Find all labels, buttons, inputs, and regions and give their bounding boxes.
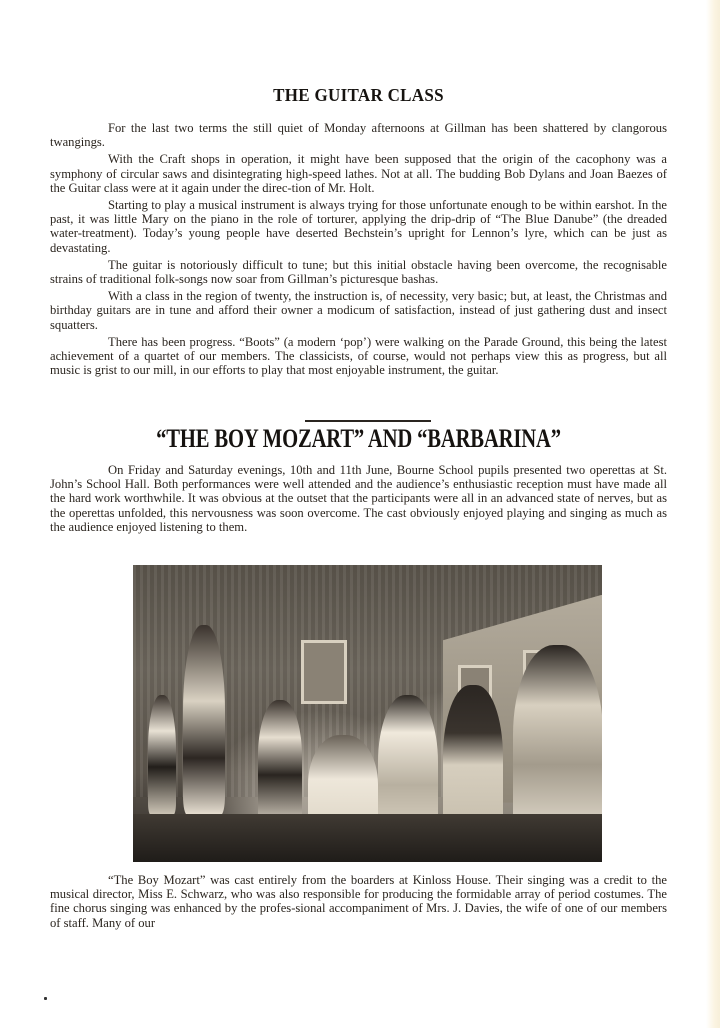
article-paragraph: For the last two terms the still quiet of Monday afternoons at Gillman has been shattered by clangorous twangings. [50, 121, 667, 150]
photo-stage-floor [133, 814, 602, 862]
operettas-article-continued [50, 873, 667, 933]
stage-photograph [133, 565, 602, 862]
operettas-article [50, 463, 667, 537]
photo-portrait-frame [301, 640, 347, 704]
guitar-class-heading: THE GUITAR CLASS [273, 85, 444, 106]
article-paragraph: Starting to play a musical instrument is always trying for those unfortunate enough to be within earshot. In the past, it was little Mary on the piano in the role of torturer, applying the drip-drip of “The Blue Danube” (the dreaded water-treatment). Today’s young people have deserted Bechstein’s upright for Lennon’s lyre, which can be just as devastating. [50, 198, 667, 255]
article-paragraph: With a class in the region of twenty, the instruction is, of necessity, very basic; but, at least, the Christmas and birthday guitars are in tune and afford their owner a modicum of satisfaction, instead of just gathering dust and insect squatters. [50, 289, 667, 332]
section-divider [305, 420, 431, 422]
operettas-heading: “THE BOY MOZART” AND “BARBARINA” [156, 424, 561, 454]
article-paragraph: With the Craft shops in operation, it might have been supposed that the origin of the cacophony was a symphony of circular saws and disintegrating high-speed lathes. Not at all. The budding Bob Dylans and Joan Baezes of the Guitar class were at it again under the direc-tion of Mr. Holt. [50, 152, 667, 195]
photo-figure [258, 700, 302, 825]
article-paragraph: “The Boy Mozart” was cast entirely from the boarders at Kinloss House. Their singing was a credit to the musical director, Miss E. Schwarz, who was also responsible for producing the formidable array of period costumes. The fine chorus singing was enhanced by the profes-sional accompaniment of Mrs. J. Davies, the wife of one of our members of staff. Many of our [50, 873, 667, 930]
article-paragraph: The guitar is notoriously difficult to tune; but this initial obstacle having been overcome, the recognisable strains of traditional folk-songs now soar from Gillman’s picturesque bashas. [50, 257, 667, 287]
page-edge-shading [706, 0, 720, 1028]
guitar-class-article [50, 121, 667, 380]
photo-figure [183, 625, 225, 815]
photo-figure [148, 695, 176, 815]
article-paragraph: There has been progress. “Boots” (a modern ‘pop’) were walking on the Parade Ground, this being the latest achievement of a quartet of our members. The classicists, of course, would not perhaps view this as progress, but all music is grist to our mill, in our efforts to play that most enjoyable instrument, the guitar. [50, 334, 667, 378]
article-paragraph: On Friday and Saturday evenings, 10th and 11th June, Bourne School pupils presented two operettas at St. John’s School Hall. Both performances were well attended and the audience’s enthusiastic reception must have made all the hard work worthwhile. It was obvious at the outset that the participants were all in an advanced state of nerves, but as the operettas unfolded, this nervousness was soon overcome. The cast obviously enjoyed playing and singing as much as the audience enjoyed listening to them. [50, 463, 667, 534]
scan-speck [44, 997, 47, 1000]
